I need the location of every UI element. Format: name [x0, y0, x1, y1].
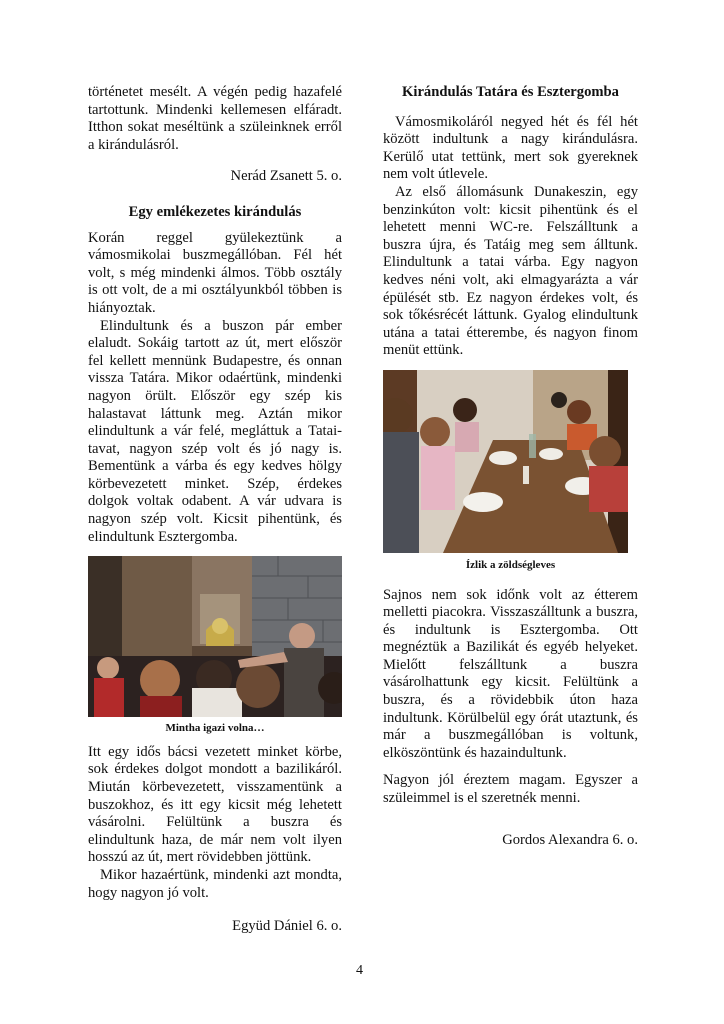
restaurant-photo-image	[383, 370, 628, 553]
photo-caption-right: Ízlik a zöldségleves	[465, 558, 556, 571]
left-paragraph-1: Korán reggel gyülekeztünk a vámosmikolai buszmegállóban. Fél hét volt, s még mindenki álmos. Több osztály is ott volt, de a mi osztályunkból többen is hiányoztak.	[88, 229, 342, 316]
right-column	[383, 84, 638, 849]
right-paragraph-3: Sajnos nem sok időnk volt az étterem melletti piacokra. Visszaszálltunk a buszra, és indultunk is Esztergomba. Ott megnéztük a Bazilikát és egyéb helyeket. Mielőtt felszálltunk a buszra vásárolhattunk egy kicsit. Felültünk a buszra, és a rövidebbik úton haza indultunk. Körülbelül egy órát utaztunk, és már a buszmegállóban is voltunk, elköszöntünk és hazaindultunk.	[383, 586, 638, 761]
intro-signature: Nerád Zsanett 5. o.	[230, 168, 342, 185]
left-signature: Együd Dániel 6. o.	[232, 918, 342, 935]
article-title-right: Kirándulás Tatára és Esztergomba	[402, 84, 619, 100]
restaurant-photo	[383, 370, 628, 553]
right-paragraph-2: Az első állomásunk Dunakeszin, egy benzinkúton volt: kicsit pihentünk és el lehetett menni WC-re. Felszálltunk a buszra újra, és Tatáig meg sem álltunk. Elindultunk a tatai várba. Egy nagyon kedves néni volt, aki elmagyarázta a vár épülését stb. Ez nagyon érdekes volt, és sok tőkésrécét láttunk. Gyalog elindultunk utána a tatai étterembe, és nagyon finom menüt ettünk.	[383, 183, 638, 359]
page-number: 4	[356, 963, 363, 978]
photo-caption-left: Mintha igazi volna…	[165, 722, 265, 735]
left-paragraph-4: Mikor hazaértünk, mindenki azt mondta, hogy nagyon jó volt.	[88, 867, 342, 901]
left-paragraph-2: Elindultunk és a buszon pár ember elaludt. Sokáig tartott az út, mert először fel kellett mennünk Budapestre, és onnan vissza Tatára. Mikor odaértünk, mindenki nagyon örült. Először egy szép kis halastavat láttunk meg. Aztán mikor elindultunk a vár felé, megláttuk a Tatai-tavat, nagyon szép volt és jó nagy is. Bementünk a várba és egy kedves hölgy körbevezetett minket. Szép, érdekes dolgok voltak odabent. A vár udvara is nagyon szép volt. Kicsit pihentünk, és elindultunk Esztergomba.	[88, 317, 342, 545]
right-paragraph-4: Nagyon jól éreztem magam. Egyszer a szüleimmel is el szeretnék menni.	[383, 772, 638, 807]
article-title-left: Egy emlékezetes kirándulás	[128, 203, 302, 220]
left-paragraph-3: Itt egy idős bácsi vezetett minket körbe, sok érdekes dolgot mondott a bazilikáról. Miután körbevezetett, visszamentünk a buszokhoz, és itt egy kicsit még lehetett vásárolni. Felültünk a buszra és elindultunk haza, de már nem volt ilyen hosszú az út, mert rövidebben jöttünk.	[88, 743, 342, 866]
right-paragraph-1: Vámosmikoláról negyed hét és fél hét között indultunk a nagy kirándulásra. Kerülő utat tettünk, mert sok gyereknek nem volt útlevele.	[383, 113, 638, 183]
basilica-photo-image	[88, 556, 342, 717]
basilica-photo	[88, 556, 342, 717]
intro-paragraph: történetet mesélt. A végén pedig hazafelé tartottunk. Mindenki kellemesen elfáradt. Itthon sokat meséltünk a szüleinknek erről a kirándulásról.	[88, 84, 342, 153]
left-column	[88, 84, 342, 936]
right-signature: Gordos Alexandra 6. o.	[502, 831, 638, 848]
